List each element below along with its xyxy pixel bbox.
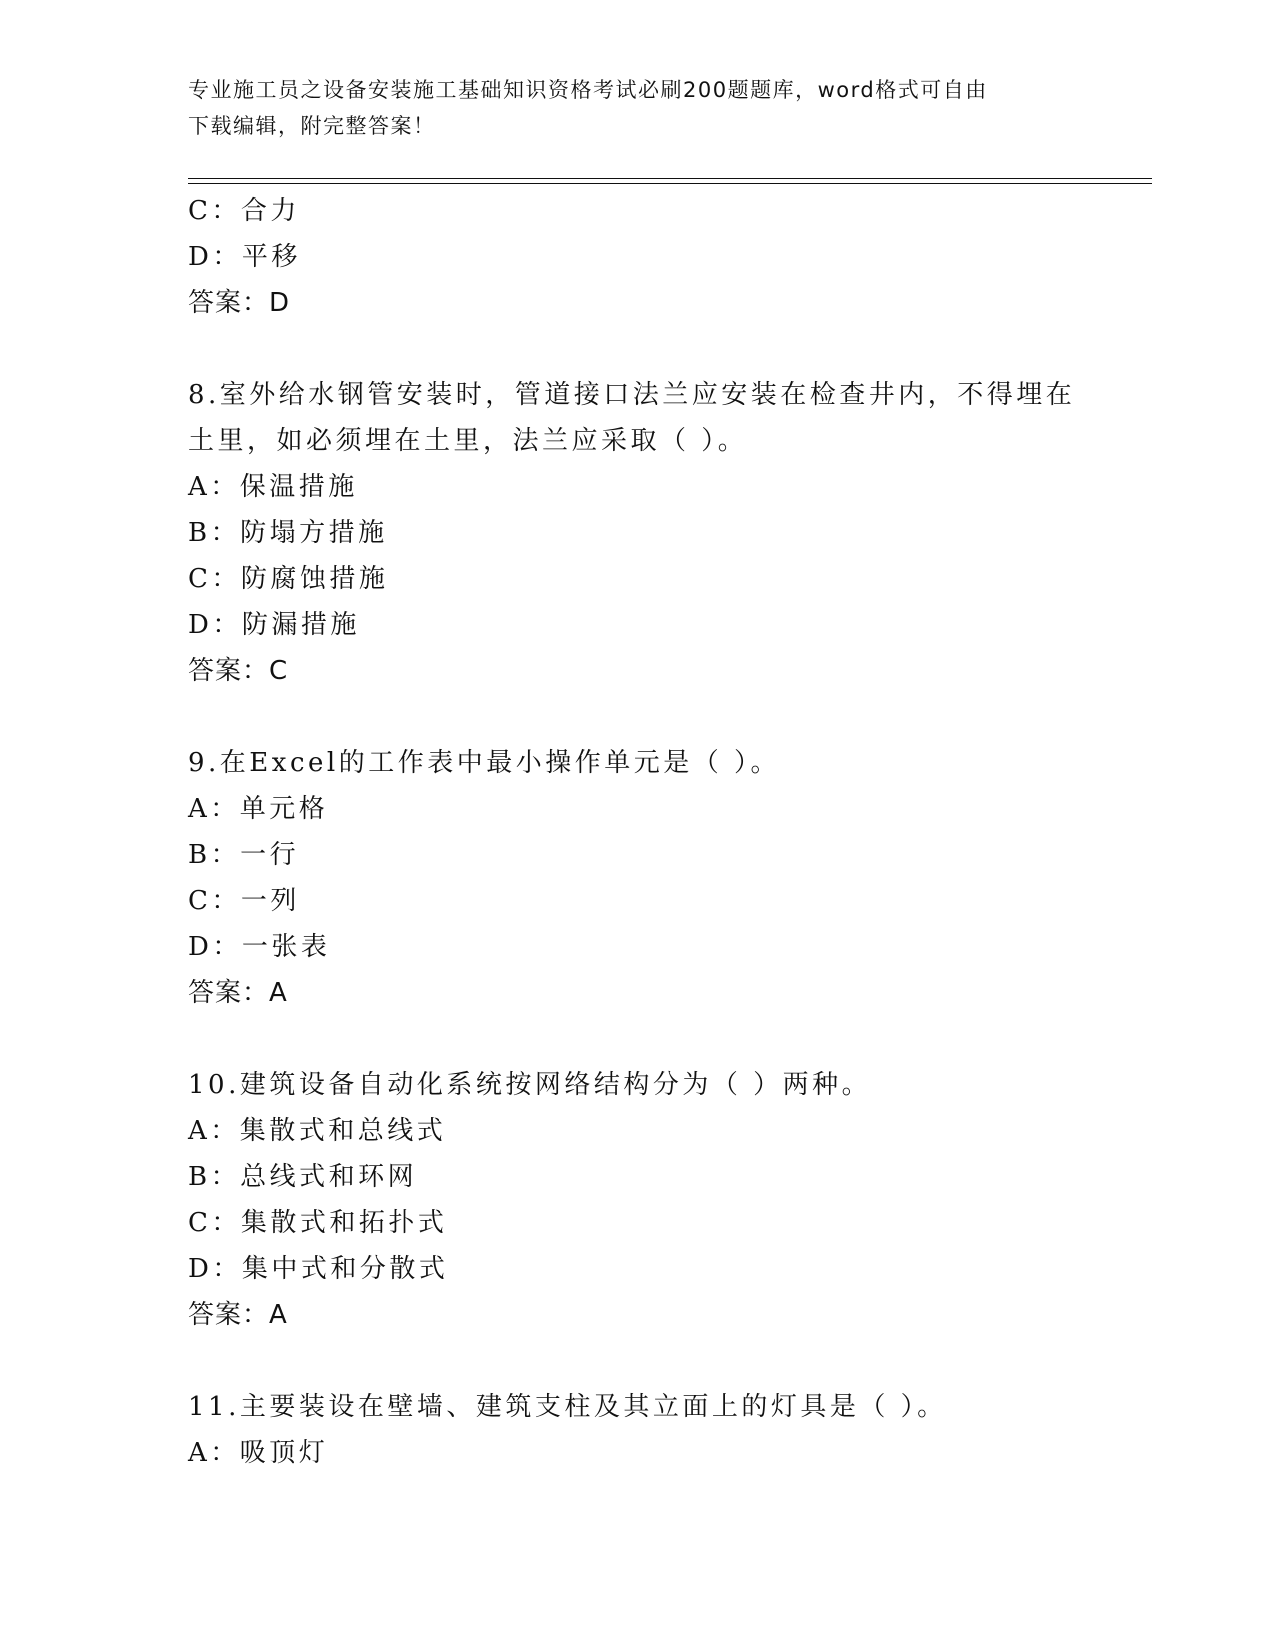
option-d: D：集中式和分散式 [188, 1254, 449, 1284]
question-list [188, 188, 1088, 1476]
answer: 答案：C [188, 656, 289, 686]
question-9 [188, 740, 1088, 1016]
option-b: B：防塌方措施 [188, 518, 388, 548]
spacer [188, 326, 1088, 372]
answer: 答案：A [188, 1300, 288, 1330]
header-title-line-2: 下载编辑，附完整答案！ [188, 114, 436, 138]
spacer [188, 1016, 1088, 1062]
spacer [188, 694, 1088, 740]
question-stem-line-2: 土里，如必须埋在土里，法兰应采取（ ）。 [188, 426, 748, 456]
question-stem-line-1: 9.在Excel的工作表中最小操作单元是（ ）。 [188, 748, 780, 778]
option-c: C：防腐蚀措施 [188, 564, 389, 594]
header-divider-bottom [188, 183, 1152, 184]
option-b: B：一行 [188, 840, 300, 870]
question-11 [188, 1384, 1088, 1476]
option-c: C：合力 [188, 196, 300, 226]
option-d: D：防漏措施 [188, 610, 360, 640]
option-a: A：吸顶灯 [188, 1438, 329, 1468]
document-header [188, 72, 1068, 144]
option-d: D：一张表 [188, 932, 331, 962]
spacer [188, 1338, 1088, 1384]
question-stem-line-1: 8.室外给水钢管安装时，管道接口法兰应安装在检查井内，不得埋在 [188, 380, 1076, 410]
answer: 答案：A [188, 978, 288, 1008]
question-stem-line-1: 11.主要装设在壁墙、建筑支柱及其立面上的灯具是（ ）。 [188, 1392, 947, 1422]
question-8 [188, 372, 1088, 694]
option-a: A：单元格 [188, 794, 329, 824]
question-7-tail [188, 188, 1088, 326]
option-c: C：一列 [188, 886, 300, 916]
question-stem-line-1: 10.建筑设备自动化系统按网络结构分为（ ）两种。 [188, 1070, 872, 1100]
answer: 答案：D [188, 288, 291, 318]
option-d: D：平移 [188, 242, 301, 272]
option-a: A：集散式和总线式 [188, 1116, 447, 1146]
header-title-line-1: 专业施工员之设备安装施工基础知识资格考试必刷200题题库，word格式可自由 [188, 78, 988, 102]
option-b: B：总线式和环网 [188, 1162, 418, 1192]
header-divider-top [188, 178, 1152, 179]
question-10 [188, 1062, 1088, 1338]
option-c: C：集散式和拓扑式 [188, 1208, 448, 1238]
option-a: A：保温措施 [188, 472, 358, 502]
